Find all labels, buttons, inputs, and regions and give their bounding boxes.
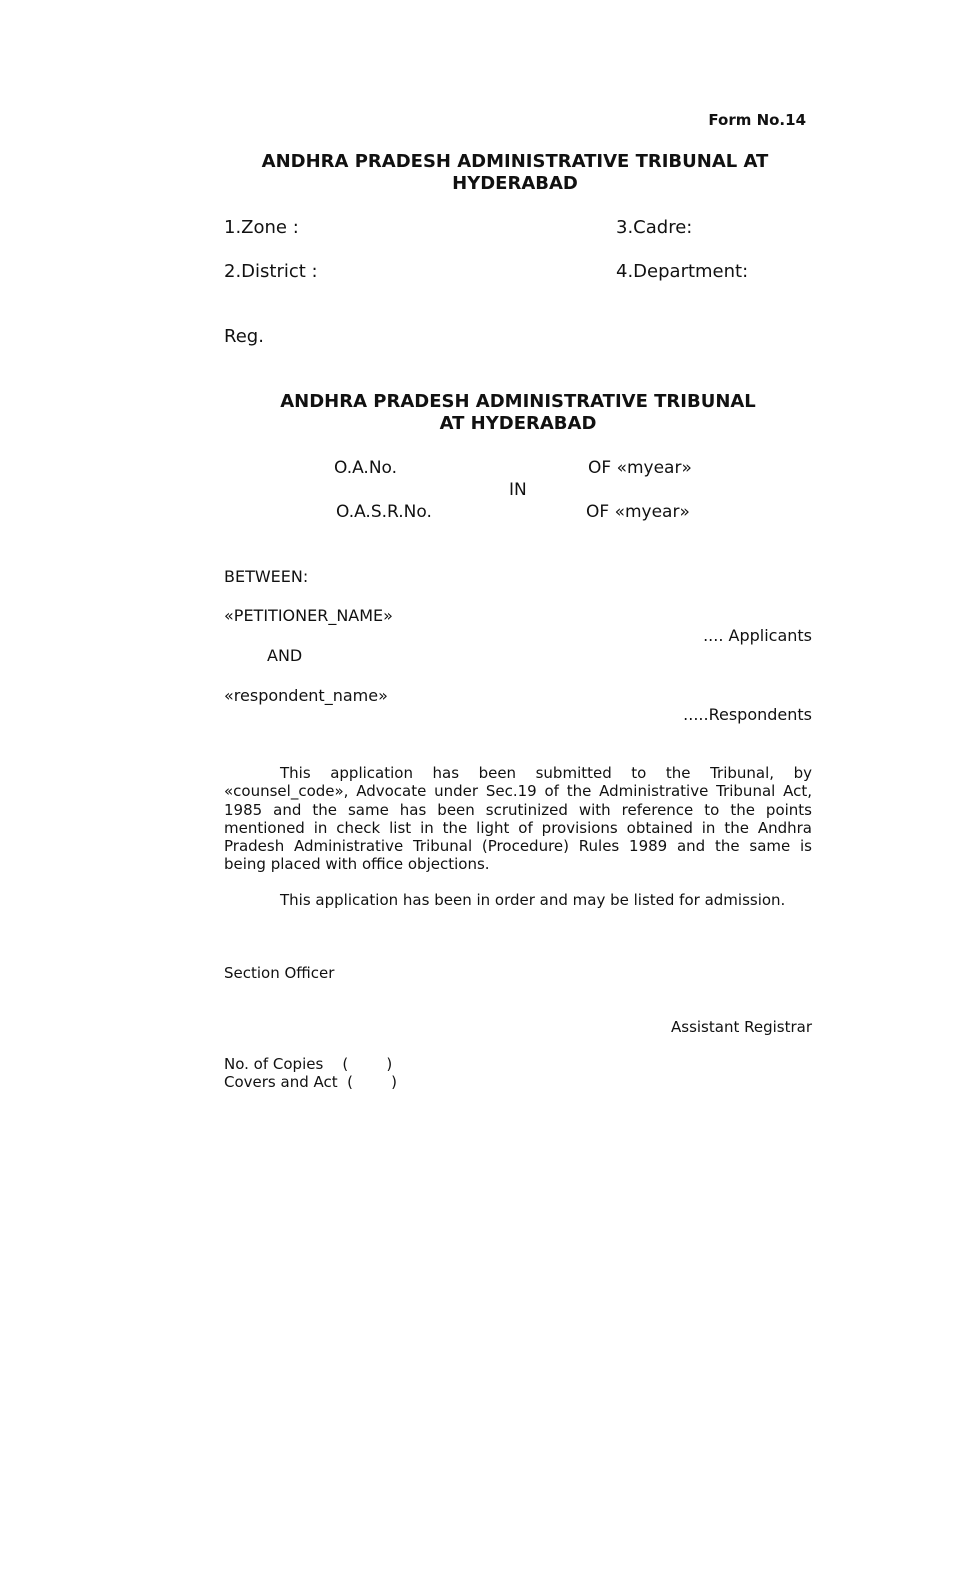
tribunal-title-line2: AT HYDERABAD — [439, 413, 597, 434]
copies-block — [224, 1055, 397, 1091]
page-heading-line2: HYDERABAD — [452, 173, 578, 194]
page-heading — [220, 151, 810, 195]
district-field: 2.District : — [224, 261, 318, 282]
page-heading-line1: ANDHRA PRADESH ADMINISTRATIVE TRIBUNAL AT — [261, 151, 769, 172]
applicants-label: .... Applicants — [703, 626, 812, 645]
department-field: 4.Department: — [616, 261, 749, 282]
reg-label: Reg. — [224, 326, 264, 347]
tribunal-title-line1: ANDHRA PRADESH ADMINISTRATIVE TRIBUNAL — [280, 391, 756, 412]
and-label: AND — [267, 646, 303, 665]
assistant-registrar-signature: Assistant Registrar — [671, 1018, 812, 1036]
oasr-no-label: O.A.S.R.No. — [336, 502, 432, 522]
zone-field: 1.Zone : — [224, 217, 299, 238]
tribunal-title — [224, 391, 812, 435]
form-number: Form No.14 — [708, 111, 806, 129]
oasr-year: OF «myear» — [586, 502, 690, 522]
oa-year: OF «myear» — [588, 458, 692, 478]
respondent-name: «respondent_name» — [224, 686, 388, 705]
petitioner-name: «PETITIONER_NAME» — [224, 606, 393, 625]
covers-and-act: Covers and Act ( ) — [224, 1073, 398, 1091]
in-label: IN — [509, 480, 527, 500]
between-label: BETWEEN: — [224, 567, 309, 586]
no-of-copies: No. of Copies ( ) — [224, 1055, 393, 1073]
body-paragraph-1: This application has been submitted to the Tribunal, by «counsel_code», Advocate under Sec.19 of the Administrative Tribunal Act, 1985 and the same has been scrutinized with reference to the points mentioned in check list in the light of provisions obtained in the Andhra Pradesh Administrative Tribunal (Procedure) Rules 1989 and the same is being placed with office objections. — [224, 764, 812, 874]
section-officer-signature: Section Officer — [224, 964, 335, 982]
cadre-field: 3.Cadre: — [616, 217, 693, 238]
respondents-label: .....Respondents — [683, 705, 812, 724]
oa-no-label: O.A.No. — [334, 458, 398, 478]
body-paragraph-2: This application has been in order and may be listed for admission. — [280, 891, 786, 909]
